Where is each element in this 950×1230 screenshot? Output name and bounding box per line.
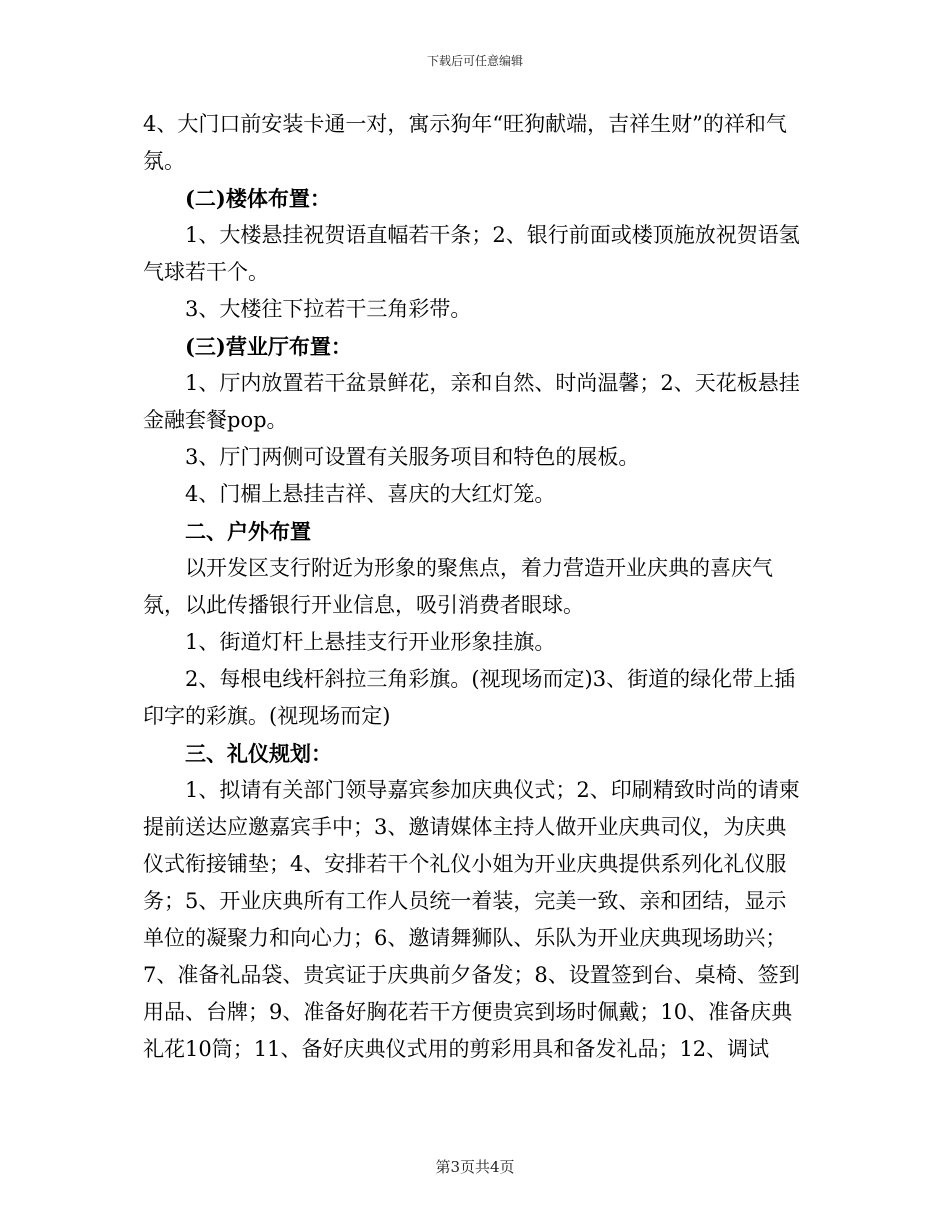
document-body [143,106,805,1068]
heading-building-layout: (二)楼体布置： [185,186,331,211]
paragraph-hall-lanterns: 4、门楣上悬挂吉祥、喜庆的大红灯笼。 [185,482,556,506]
paragraph-hall-boards: 3、厅门两侧可设置有关服务项目和特色的展板。 [185,445,640,469]
paragraph-building-banners: 1、大楼悬挂祝贺语直幅若干条；2、银行前面或楼顶施放祝贺语氢气球若干个。 [143,223,800,284]
heading-etiquette-plan: 三、礼仪规划： [185,741,332,766]
page-header: 下载后可任意编辑 [426,54,523,68]
paragraph-outdoor-focus: 以开发区支行附近为形象的聚焦点，着力营造开业庆典的喜庆气氛，以此传播银行开业信息，吸引消费者眼球。 [143,556,773,617]
paragraph-etiquette-details: 1、拟请有关部门领导嘉宾参加庆典仪式；2、印刷精致时尚的请柬提前送达应邀嘉宾手中；3、邀请媒体主持人做开业庆典司仪，为庆典仪式衔接铺垫；4、安排若干个礼仪小姐为开业庆典提供系列化礼仪服务；5、开业庆典所有工作人员统一着装，完美一致、亲和团结，显示单位的凝聚力和向心力；6、邀请舞狮队、乐队为开业庆典现场助兴；7、准备礼品袋、贵宾证于庆典前夕备发；8、设置签到台、桌椅、签到用品、台牌；9、准备好胸花若干方便贵宾到场时佩戴；10、准备庆典礼花10筒；11、备好庆典仪式用的剪彩用具和备发礼品；12、调试 [143,778,800,1061]
paragraph-hall-flowers: 1、厅内放置若干盆景鲜花，亲和自然、时尚温馨；2、天花板悬挂金融套餐pop。 [143,371,800,432]
paragraph-outdoor-flags: 1、街道灯杆上悬挂支行开业形象挂旗。 [185,630,556,654]
page-footer: 第3页共4页 [435,1158,515,1176]
heading-outdoor-layout: 二、户外布置 [185,519,311,544]
paragraph-gate-cartoon: 4、大门口前安装卡通一对，寓示狗年“旺狗献端，吉祥生财”的祥和气氛。 [143,112,787,173]
heading-hall-layout: (三)营业厅布置： [185,334,352,359]
paragraph-building-ribbons: 3、大楼往下拉若干三角彩带。 [185,297,472,321]
paragraph-outdoor-pennants: 2、每根电线杆斜拉三角彩旗。(视现场而定)3、街道的绿化带上插印字的彩旗。(视现场而定) [143,667,796,728]
